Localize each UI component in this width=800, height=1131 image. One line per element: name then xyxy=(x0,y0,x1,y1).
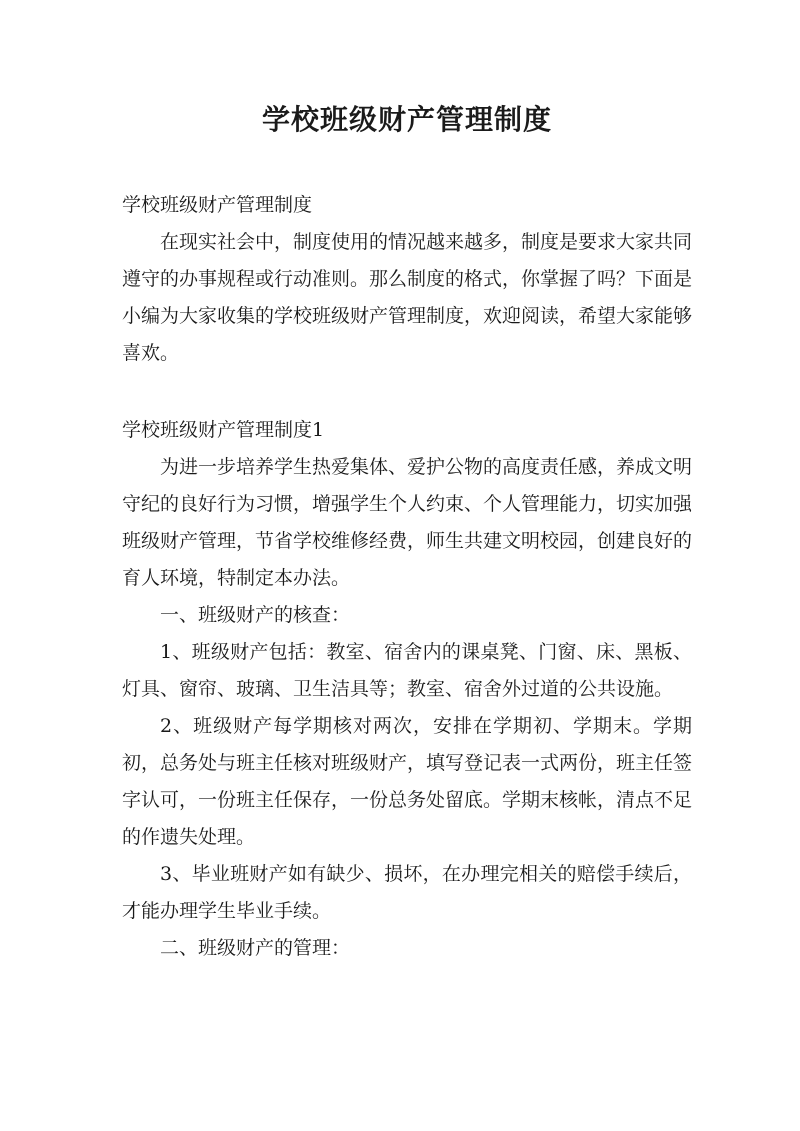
document-title: 学校班级财产管理制度 xyxy=(261,103,552,136)
section-1-paragraph: 3、毕业班财产如有缺少、损坏，在办理完相关的赔偿手续后，才能办理学生毕业手续。 xyxy=(122,863,692,922)
section-1-paragraph: 2、班级财产每学期核对两次，安排在学期初、学期末。学期初，总务处与班主任核对班级财产，填写登记表一式两份，班主任签字认可，一份班主任保存，一份总务处留底。学期末核帐，清点不足的作遗失处理。 xyxy=(122,715,693,848)
intro-paragraph: 在现实社会中，制度使用的情况越来越多，制度是要求大家共同遵守的办事规程或行动准则。那么制度的格式，你掌握了吗？下面是小编为大家收集的学校班级财产管理制度，欢迎阅读，希望大家能够喜欢。 xyxy=(122,231,693,364)
section-1-paragraph: 为进一步培养学生热爱集体、爱护公物的高度责任感，养成文明守纪的良好行为习惯，增强学生个人约束、个人管理能力，切实加强班级财产管理，节省学校维修经费，师生共建文明校园，创建良好的育人环境，特制定本办法。 xyxy=(122,456,693,589)
section-1 xyxy=(122,412,692,967)
intro-heading: 学校班级财产管理制度 xyxy=(122,194,313,216)
section-1-subheading: 二、班级财产的管理： xyxy=(160,937,351,959)
intro-section xyxy=(122,187,692,372)
section-1-paragraph: 1、班级财产包括：教室、宿舍内的课桌凳、门窗、床、黑板、灯具、窗帘、玻璃、卫生洁具等；教室、宿舍外过道的公共设施。 xyxy=(122,641,692,700)
section-1-heading: 学校班级财产管理制度1 xyxy=(122,419,325,441)
section-1-subheading: 一、班级财产的核查： xyxy=(160,604,351,626)
